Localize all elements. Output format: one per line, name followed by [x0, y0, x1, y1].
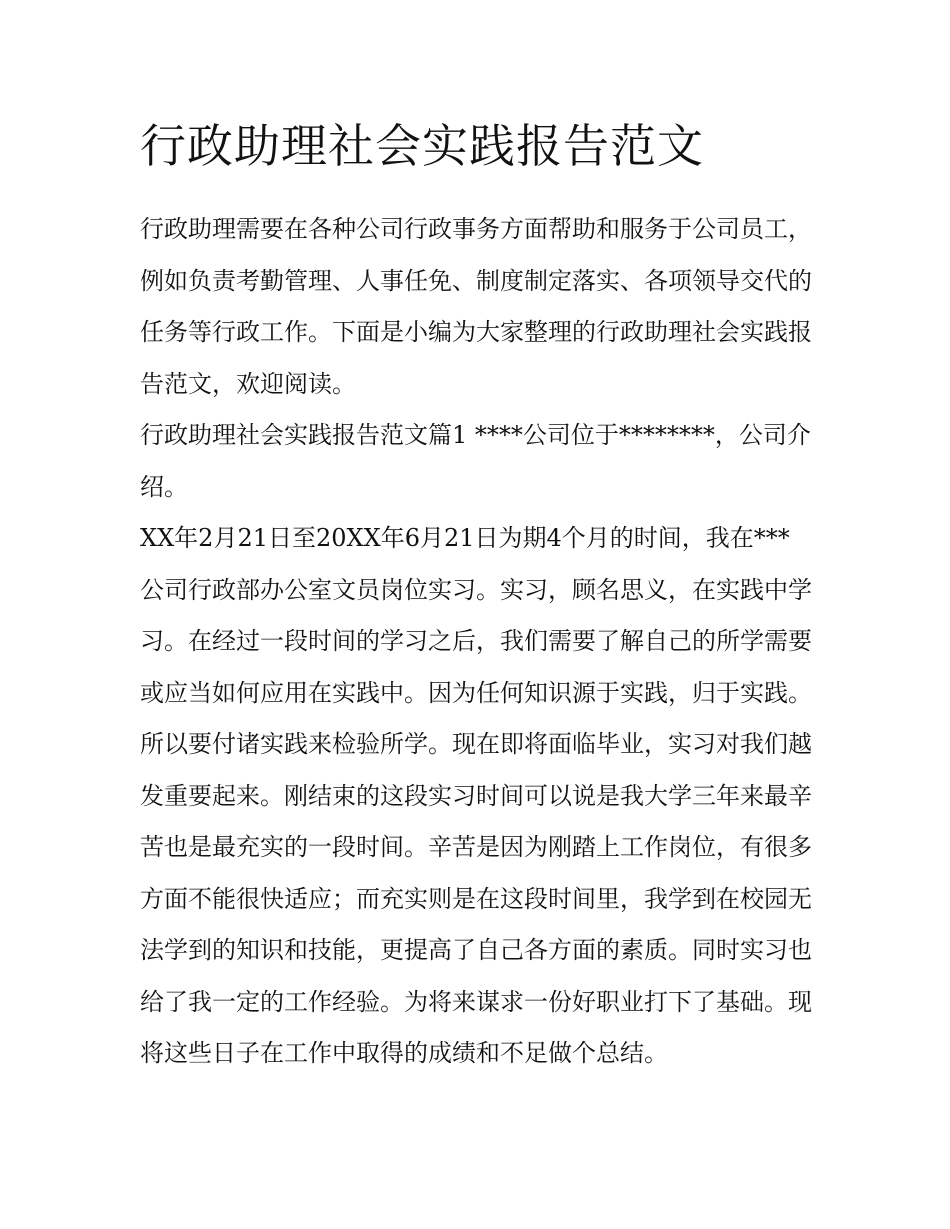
company-intro-paragraph: 行政助理社会实践报告范文篇1 ****公司位于********，公司介绍。 — [140, 421, 811, 501]
internship-paragraph: XX年2月21日至20XX年6月21日为期4个月的时间，我在***公司行政部办公室文员岗位实习。实习，顾名思义，在实践中学习。在经过一段时间的学习之后，我们需要了解自己的所学需要或应当如何应用在实践中。因为任何知识源于实践，归于实践。所以要付诸实践来检验所学。现在即将面临毕业，实习对我们越发重要起来。刚结束的这段实习时间可以说是我大学三年来最辛苦也是最充实的一段时间。辛苦是因为刚踏上工作岗位，有很多方面不能很快适应；而充实则是在这段时间里，我学到在校园无法学到的知识和技能，更提高了自己各方面的素质。同时实习也给了我一定的工作经验。为将来谋求一份好职业打下了基础。现将这些日子在工作中取得的成绩和不足做个总结。 — [140, 524, 812, 1067]
intro-paragraph: 行政助理需要在各种公司行政事务方面帮助和服务于公司员工，例如负责考勤管理、人事任免、制度制定落实、各项领导交代的任务等行政工作。下面是小编为大家整理的行政助理社会实践报告范文，欢迎阅读。 — [140, 215, 812, 398]
document-page — [140, 112, 812, 1080]
document-title: 行政助理社会实践报告范文 — [140, 119, 704, 173]
